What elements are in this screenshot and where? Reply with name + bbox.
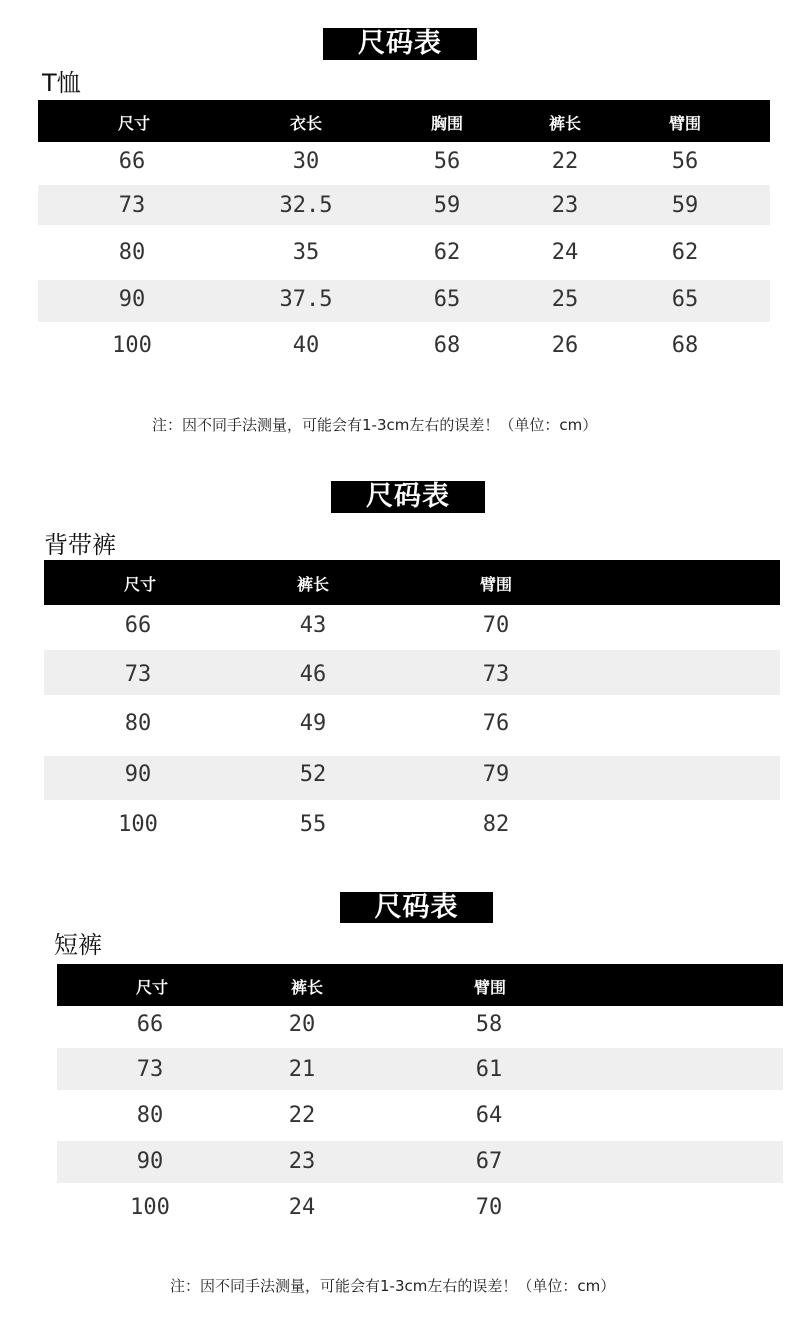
table-cell: 80 xyxy=(118,240,146,265)
shorts-size-chart-banner: 尺码表 xyxy=(340,892,493,923)
table-row xyxy=(44,605,780,650)
table-cell: 73 xyxy=(124,662,152,687)
table-cell: 73 xyxy=(136,1057,164,1082)
table-cell: 90 xyxy=(136,1149,164,1174)
table-cell: 23 xyxy=(288,1149,316,1174)
table-cell: 66 xyxy=(136,1012,164,1037)
tshirt-subtitle: T恤 xyxy=(42,69,81,97)
header-cell-chest: 胸围 xyxy=(430,114,464,133)
table-cell: 52 xyxy=(299,762,327,787)
table-cell: 20 xyxy=(288,1012,316,1037)
table-row xyxy=(38,230,770,272)
table-header xyxy=(38,100,770,142)
table-cell: 22 xyxy=(551,149,579,174)
table-cell: 82 xyxy=(482,812,510,837)
header-cell-pants-length: 裤长 xyxy=(548,114,582,133)
table-cell: 37.5 xyxy=(279,287,333,312)
table-cell: 24 xyxy=(551,240,579,265)
table-cell: 80 xyxy=(124,711,152,736)
table-row xyxy=(57,1006,783,1048)
table-cell: 59 xyxy=(433,193,461,218)
table-cell: 26 xyxy=(551,333,579,358)
measurement-note: 注：因不同手法测量，可能会有1-3cm左右的误差！（单位：cm） xyxy=(170,1277,616,1295)
table-row xyxy=(44,650,780,695)
overalls-subtitle: 背带裤 xyxy=(44,531,116,559)
header-cell-pants-length: 裤长 xyxy=(296,575,330,594)
header-cell-size: 尺寸 xyxy=(117,114,151,133)
table-row xyxy=(38,142,770,184)
table-cell: 62 xyxy=(433,240,461,265)
table-cell: 61 xyxy=(475,1057,503,1082)
shorts-size-table xyxy=(57,964,783,1234)
table-row xyxy=(57,1141,783,1183)
header-cell-pants-length: 裤长 xyxy=(290,978,324,997)
table-cell: 100 xyxy=(130,1195,170,1220)
table-cell: 58 xyxy=(475,1012,503,1037)
measurement-note: 注：因不同手法测量，可能会有1-3cm左右的误差！（单位：cm） xyxy=(152,416,598,434)
table-cell: 24 xyxy=(288,1195,316,1220)
table-cell: 55 xyxy=(299,812,327,837)
table-row xyxy=(44,756,780,800)
table-row xyxy=(57,1048,783,1090)
table-cell: 70 xyxy=(482,613,510,638)
overalls-size-table xyxy=(44,560,780,850)
table-cell: 80 xyxy=(136,1103,164,1128)
table-cell: 40 xyxy=(292,333,320,358)
table-header xyxy=(44,560,780,605)
table-cell: 56 xyxy=(433,149,461,174)
table-cell: 32.5 xyxy=(279,193,333,218)
table-cell: 46 xyxy=(299,662,327,687)
table-cell: 23 xyxy=(551,193,579,218)
table-cell: 59 xyxy=(671,193,699,218)
table-cell: 66 xyxy=(124,613,152,638)
table-cell: 30 xyxy=(292,149,320,174)
table-row xyxy=(57,1188,783,1230)
table-row xyxy=(38,326,770,368)
table-cell: 49 xyxy=(299,711,327,736)
overalls-size-chart-banner: 尺码表 xyxy=(331,481,485,513)
table-cell: 21 xyxy=(288,1057,316,1082)
table-cell: 35 xyxy=(292,240,320,265)
table-cell: 65 xyxy=(433,287,461,312)
table-row xyxy=(38,280,770,322)
table-cell: 22 xyxy=(288,1103,316,1128)
table-cell: 70 xyxy=(475,1195,503,1220)
table-cell: 65 xyxy=(671,287,699,312)
table-cell: 68 xyxy=(671,333,699,358)
table-cell: 100 xyxy=(118,812,158,837)
table-cell: 25 xyxy=(551,287,579,312)
table-cell: 64 xyxy=(475,1103,503,1128)
header-cell-size: 尺寸 xyxy=(123,575,157,594)
table-row xyxy=(44,805,780,850)
table-cell: 76 xyxy=(482,711,510,736)
table-cell: 73 xyxy=(118,193,146,218)
table-cell: 90 xyxy=(118,287,146,312)
header-cell-arm: 臂围 xyxy=(668,114,702,133)
table-row xyxy=(57,1094,783,1136)
table-cell: 73 xyxy=(482,662,510,687)
table-cell: 90 xyxy=(124,762,152,787)
table-cell: 67 xyxy=(475,1149,503,1174)
table-header xyxy=(57,964,783,1006)
header-cell-arm: 臂围 xyxy=(473,978,507,997)
table-cell: 68 xyxy=(433,333,461,358)
table-row xyxy=(44,705,780,750)
table-cell: 100 xyxy=(112,333,152,358)
tshirt-size-chart-banner: 尺码表 xyxy=(323,28,477,60)
table-cell: 56 xyxy=(671,149,699,174)
tshirt-size-table xyxy=(38,100,770,370)
table-cell: 62 xyxy=(671,240,699,265)
shorts-subtitle: 短裤 xyxy=(54,931,102,959)
table-row xyxy=(38,185,770,225)
header-cell-arm: 臂围 xyxy=(479,575,513,594)
header-cell-size: 尺寸 xyxy=(135,978,169,997)
table-cell: 66 xyxy=(118,149,146,174)
header-cell-length: 衣长 xyxy=(289,114,323,133)
table-cell: 43 xyxy=(299,613,327,638)
table-cell: 79 xyxy=(482,762,510,787)
